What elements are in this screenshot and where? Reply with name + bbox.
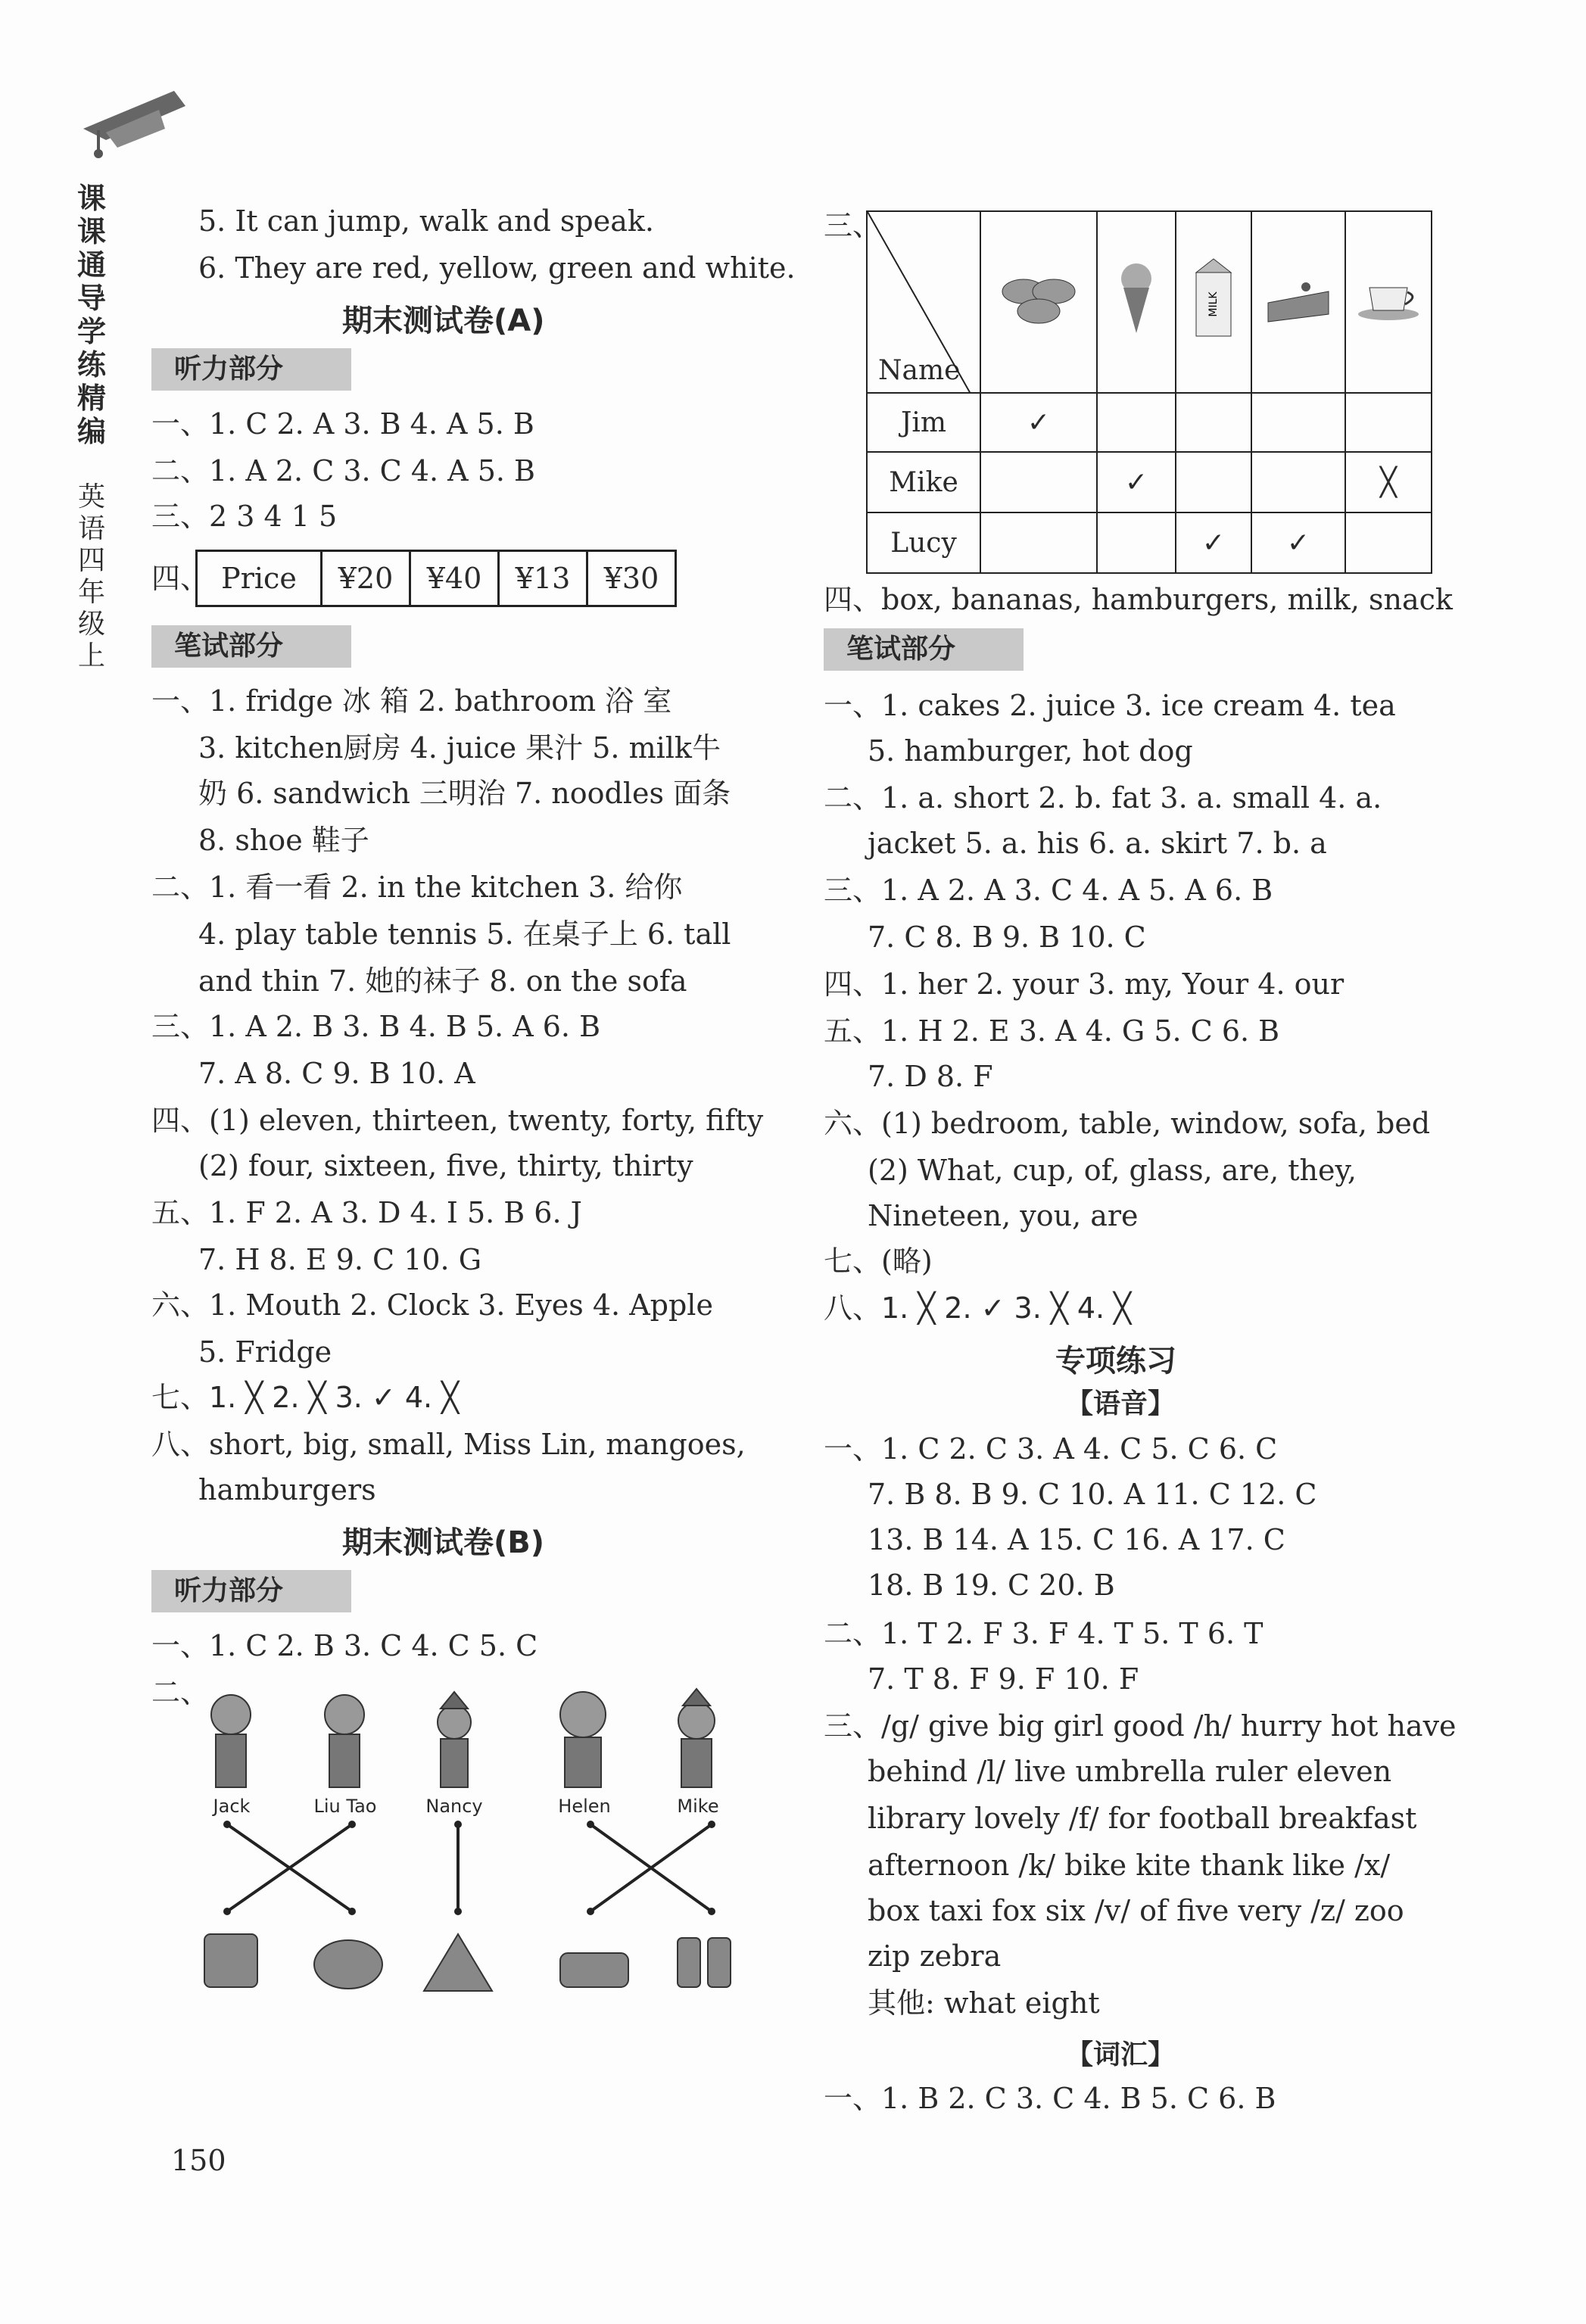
answer-line: 一、1. fridge 冰 箱 2. bathroom 浴 室: [151, 684, 672, 718]
answer-line: 6. They are red, yellow, green and white.: [198, 251, 796, 285]
subsection-title: 【词汇】: [1066, 2039, 1176, 2070]
answer-line: 三、2 3 4 1 5: [151, 500, 338, 533]
answer-line: afternoon /k/ bike kite thank like /x/: [868, 1849, 1391, 1882]
price-cell: Price: [197, 551, 322, 606]
answer-line: 八、short, big, small, Miss Lin, mangoes,: [151, 1428, 746, 1461]
answer-line: 7. D 8. F: [868, 1060, 993, 1093]
name-header: Name: [878, 355, 961, 386]
answer-line: hamburgers: [198, 1473, 376, 1506]
answer-line: library lovely /f/ for football breakfast: [868, 1802, 1417, 1835]
answer-line: 六、(1) bedroom, table, window, sofa, bed: [824, 1107, 1431, 1140]
milk-carton-label: MILK: [1207, 291, 1220, 317]
answer-line: 二、1. 看一看 2. in the kitchen 3. 给你: [151, 871, 683, 904]
answer-line: 4. play table tennis 5. 在桌子上 6. tall: [198, 917, 731, 951]
mark-cell: [1251, 452, 1345, 512]
answer-line: 7. T 8. F 9. F 10. F: [868, 1662, 1139, 1696]
answer-line: zip zebra: [868, 1939, 1002, 1973]
answer-line: 一、1. cakes 2. juice 3. ice cream 4. tea: [824, 689, 1396, 722]
answer-line: 奶 6. sandwich 三明治 7. noodles 面条: [198, 777, 731, 810]
answer-line: behind /l/ live umbrella ruler eleven: [868, 1755, 1392, 1788]
answer-line: 一、1. C 2. B 3. C 4. C 5. C: [151, 1629, 538, 1662]
answer-line: 五、1. F 2. A 3. D 4. I 5. B 6. J: [151, 1196, 582, 1229]
answer-line: 5. Fridge: [198, 1335, 332, 1369]
kid-label: Jack: [213, 1796, 251, 1817]
page-number: 150: [171, 2144, 226, 2177]
answer-line: 八、1. ╳ 2. ✓ 3. ╳ 4. ╳: [824, 1291, 1132, 1325]
answer-line: 一、1. C 2. C 3. A 4. C 5. C 6. C: [824, 1432, 1278, 1466]
answer-line: 三、: [824, 209, 882, 242]
answer-line: 三、1. A 2. B 3. B 4. B 5. A 6. B: [151, 1010, 600, 1043]
mark-cell: [1097, 512, 1176, 573]
mark-cell: [1097, 393, 1176, 452]
mark-cell: ✓: [1251, 512, 1345, 573]
price-cell: ¥40: [410, 551, 499, 606]
written-tag: 笔试部分: [151, 625, 351, 668]
answer-line: (2) four, sixteen, five, thirty, thirty: [198, 1149, 693, 1182]
mark-cell: ✓: [980, 393, 1097, 452]
answer-line: 六、1. Mouth 2. Clock 3. Eyes 4. Apple: [151, 1288, 713, 1322]
tea-icon: [1345, 211, 1432, 393]
answer-line: 一、1. C 2. A 3. B 4. A 5. B: [151, 407, 534, 441]
answer-line: 18. B 19. C 20. B: [868, 1569, 1115, 1602]
answer-line: Nineteen, you, are: [868, 1199, 1139, 1232]
section-title: 期末测试卷(B): [342, 1525, 545, 1560]
subsection-title: 【语音】: [1066, 1388, 1176, 1419]
answer-line: 二、: [151, 1676, 210, 1709]
mark-cell: [1345, 512, 1432, 573]
spine-subject: 英语四年级上: [77, 481, 105, 671]
ice-cream-icon: [1097, 211, 1176, 393]
answer-line: 其他: what eight: [868, 1986, 1100, 2020]
answer-line: 8. shoe 鞋子: [198, 824, 369, 857]
row-name: Lucy: [867, 512, 980, 573]
answer-line: box taxi fox six /v/ of five very /z/ zoo: [868, 1894, 1404, 1927]
answer-line: 7. C 8. B 9. B 10. C: [868, 921, 1146, 954]
mark-cell: [980, 452, 1097, 512]
answer-line: (2) What, cup, of, glass, are, they,: [868, 1154, 1357, 1187]
kid-label: Liu Tao: [313, 1796, 377, 1817]
answer-line: 5. hamburger, hot dog: [868, 734, 1193, 768]
mark-cell: [1251, 393, 1345, 452]
spine-book-title: 课课通导学练精编: [76, 182, 106, 448]
answer-line: 四、box, bananas, hamburgers, milk, snack: [824, 583, 1453, 616]
mark-cell: [1176, 393, 1251, 452]
answer-line: jacket 5. a. his 6. a. skirt 7. b. a: [868, 827, 1327, 860]
answer-line: 二、1. T 2. F 3. F 4. T 5. T 6. T: [824, 1617, 1264, 1650]
answer-line: 四、: [151, 562, 210, 595]
mark-cell: ╳: [1345, 452, 1432, 512]
answer-line: 七、1. ╳ 2. ╳ 3. ✓ 4. ╳: [151, 1381, 460, 1414]
mark-cell: ✓: [1097, 452, 1176, 512]
answer-line: 13. B 14. A 15. C 16. A 17. C: [868, 1523, 1285, 1556]
answer-line: 5. It can jump, walk and speak.: [198, 204, 655, 238]
mark-cell: ✓: [1176, 512, 1251, 573]
answer-line: 四、(1) eleven, thirteen, twenty, forty, fifty: [151, 1104, 764, 1137]
answer-line: 三、1. A 2. A 3. C 4. A 5. A 6. B: [824, 874, 1273, 907]
kid-label: Helen: [558, 1796, 611, 1817]
pies-icon: [980, 211, 1097, 393]
written-tag: 笔试部分: [824, 628, 1024, 671]
graduation-cap-icon: [76, 76, 189, 159]
kid-label: Nancy: [425, 1796, 483, 1817]
row-name: Mike: [867, 452, 980, 512]
mark-cell: [1176, 452, 1251, 512]
answer-line: 7. A 8. C 9. B 10. A: [198, 1057, 475, 1090]
section-title: 期末测试卷(A): [342, 304, 545, 338]
answer-line: 7. B 8. B 9. C 10. A 11. C 12. C: [868, 1478, 1317, 1511]
answer-line: 7. H 8. E 9. C 10. G: [198, 1243, 482, 1276]
section-title: 专项练习: [1055, 1344, 1176, 1379]
cake-icon: [1251, 211, 1345, 393]
food-table: [866, 210, 1432, 574]
answer-line: and thin 7. 她的袜子 8. on the sofa: [198, 964, 687, 998]
listening-tag: 听力部分: [151, 1570, 351, 1612]
mark-cell: [1345, 393, 1432, 452]
matching-illustration: [189, 1684, 765, 2010]
answer-line: 3. kitchen厨房 4. juice 果汁 5. milk牛: [198, 731, 721, 765]
answer-line: 二、1. A 2. C 3. C 4. A 5. B: [151, 454, 535, 488]
price-cell: ¥13: [499, 551, 587, 606]
milk-icon: [1176, 211, 1251, 393]
answer-line: 五、1. H 2. E 3. A 4. G 5. C 6. B: [824, 1014, 1280, 1048]
price-cell: ¥30: [587, 551, 676, 606]
answer-line: 七、(略): [824, 1245, 933, 1278]
answer-line: 三、/g/ give big girl good /h/ hurry hot have: [824, 1709, 1457, 1743]
answer-line: 二、1. a. short 2. b. fat 3. a. small 4. a.: [824, 781, 1382, 815]
kid-label: Mike: [677, 1796, 719, 1817]
row-name: Jim: [867, 393, 980, 452]
price-cell: ¥20: [322, 551, 410, 606]
table-corner: [867, 211, 980, 393]
answer-line: 四、1. her 2. your 3. my, Your 4. our: [824, 967, 1345, 1001]
answer-line: 一、1. B 2. C 3. C 4. B 5. C 6. B: [824, 2082, 1276, 2115]
listening-tag: 听力部分: [151, 348, 351, 391]
price-table: [195, 550, 677, 607]
mark-cell: [980, 512, 1097, 573]
